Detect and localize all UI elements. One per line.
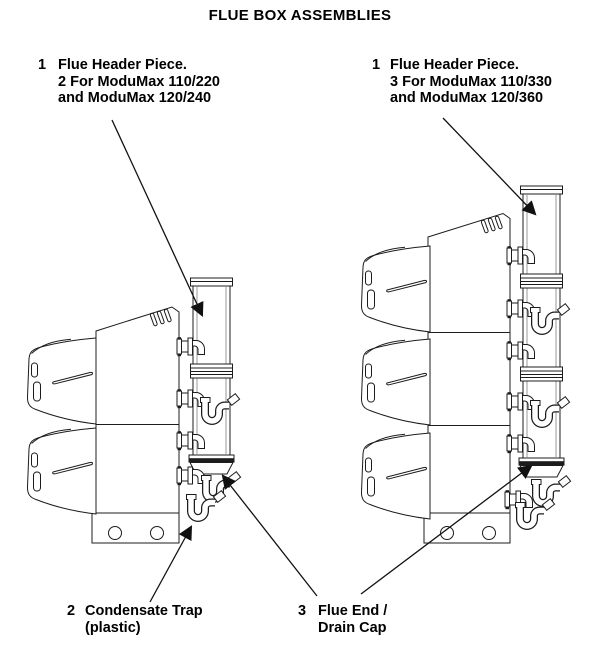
module-cover <box>27 428 96 514</box>
callout-number: 2 <box>67 603 76 619</box>
module-cover <box>361 433 430 519</box>
arrow-flue-header-right <box>443 118 535 214</box>
arrow-flue-header-left <box>112 120 202 315</box>
callout-text: Drain Cap <box>318 619 387 636</box>
cabinet <box>96 307 179 513</box>
cabinet <box>428 214 510 514</box>
callout-number: 1 <box>372 57 381 73</box>
base-plate <box>424 513 510 543</box>
page-title: FLUE BOX ASSEMBLIES <box>208 7 392 24</box>
callout-text: 3 For ModuMax 110/330 <box>390 73 552 90</box>
right-assembly-drawing <box>361 186 570 543</box>
arrow-flue-end-left <box>223 476 317 596</box>
callout-text: Flue End / <box>318 603 388 619</box>
callout-text: and ModuMax 120/240 <box>58 90 212 106</box>
callout-text: Flue Header Piece. <box>390 57 519 73</box>
callout-text: Condensate Trap <box>85 603 203 619</box>
callout-text: and ModuMax 120/360 <box>390 90 544 106</box>
left-assembly-drawing <box>27 278 240 543</box>
callout-number: 1 <box>38 57 47 73</box>
mounting-hole <box>151 527 164 540</box>
module-cover <box>361 246 430 332</box>
module-cover <box>361 339 430 425</box>
base-plate <box>92 513 179 543</box>
flue-header-pipe <box>189 278 234 479</box>
callout-text: Flue Header Piece. <box>58 57 187 73</box>
callout-number: 3 <box>298 603 307 619</box>
callout-text: (plastic) <box>85 619 141 636</box>
mounting-hole <box>483 527 496 540</box>
module-cover <box>27 338 96 424</box>
callout-text: 2 For ModuMax 110/220 <box>58 73 220 90</box>
mounting-hole <box>109 527 122 540</box>
